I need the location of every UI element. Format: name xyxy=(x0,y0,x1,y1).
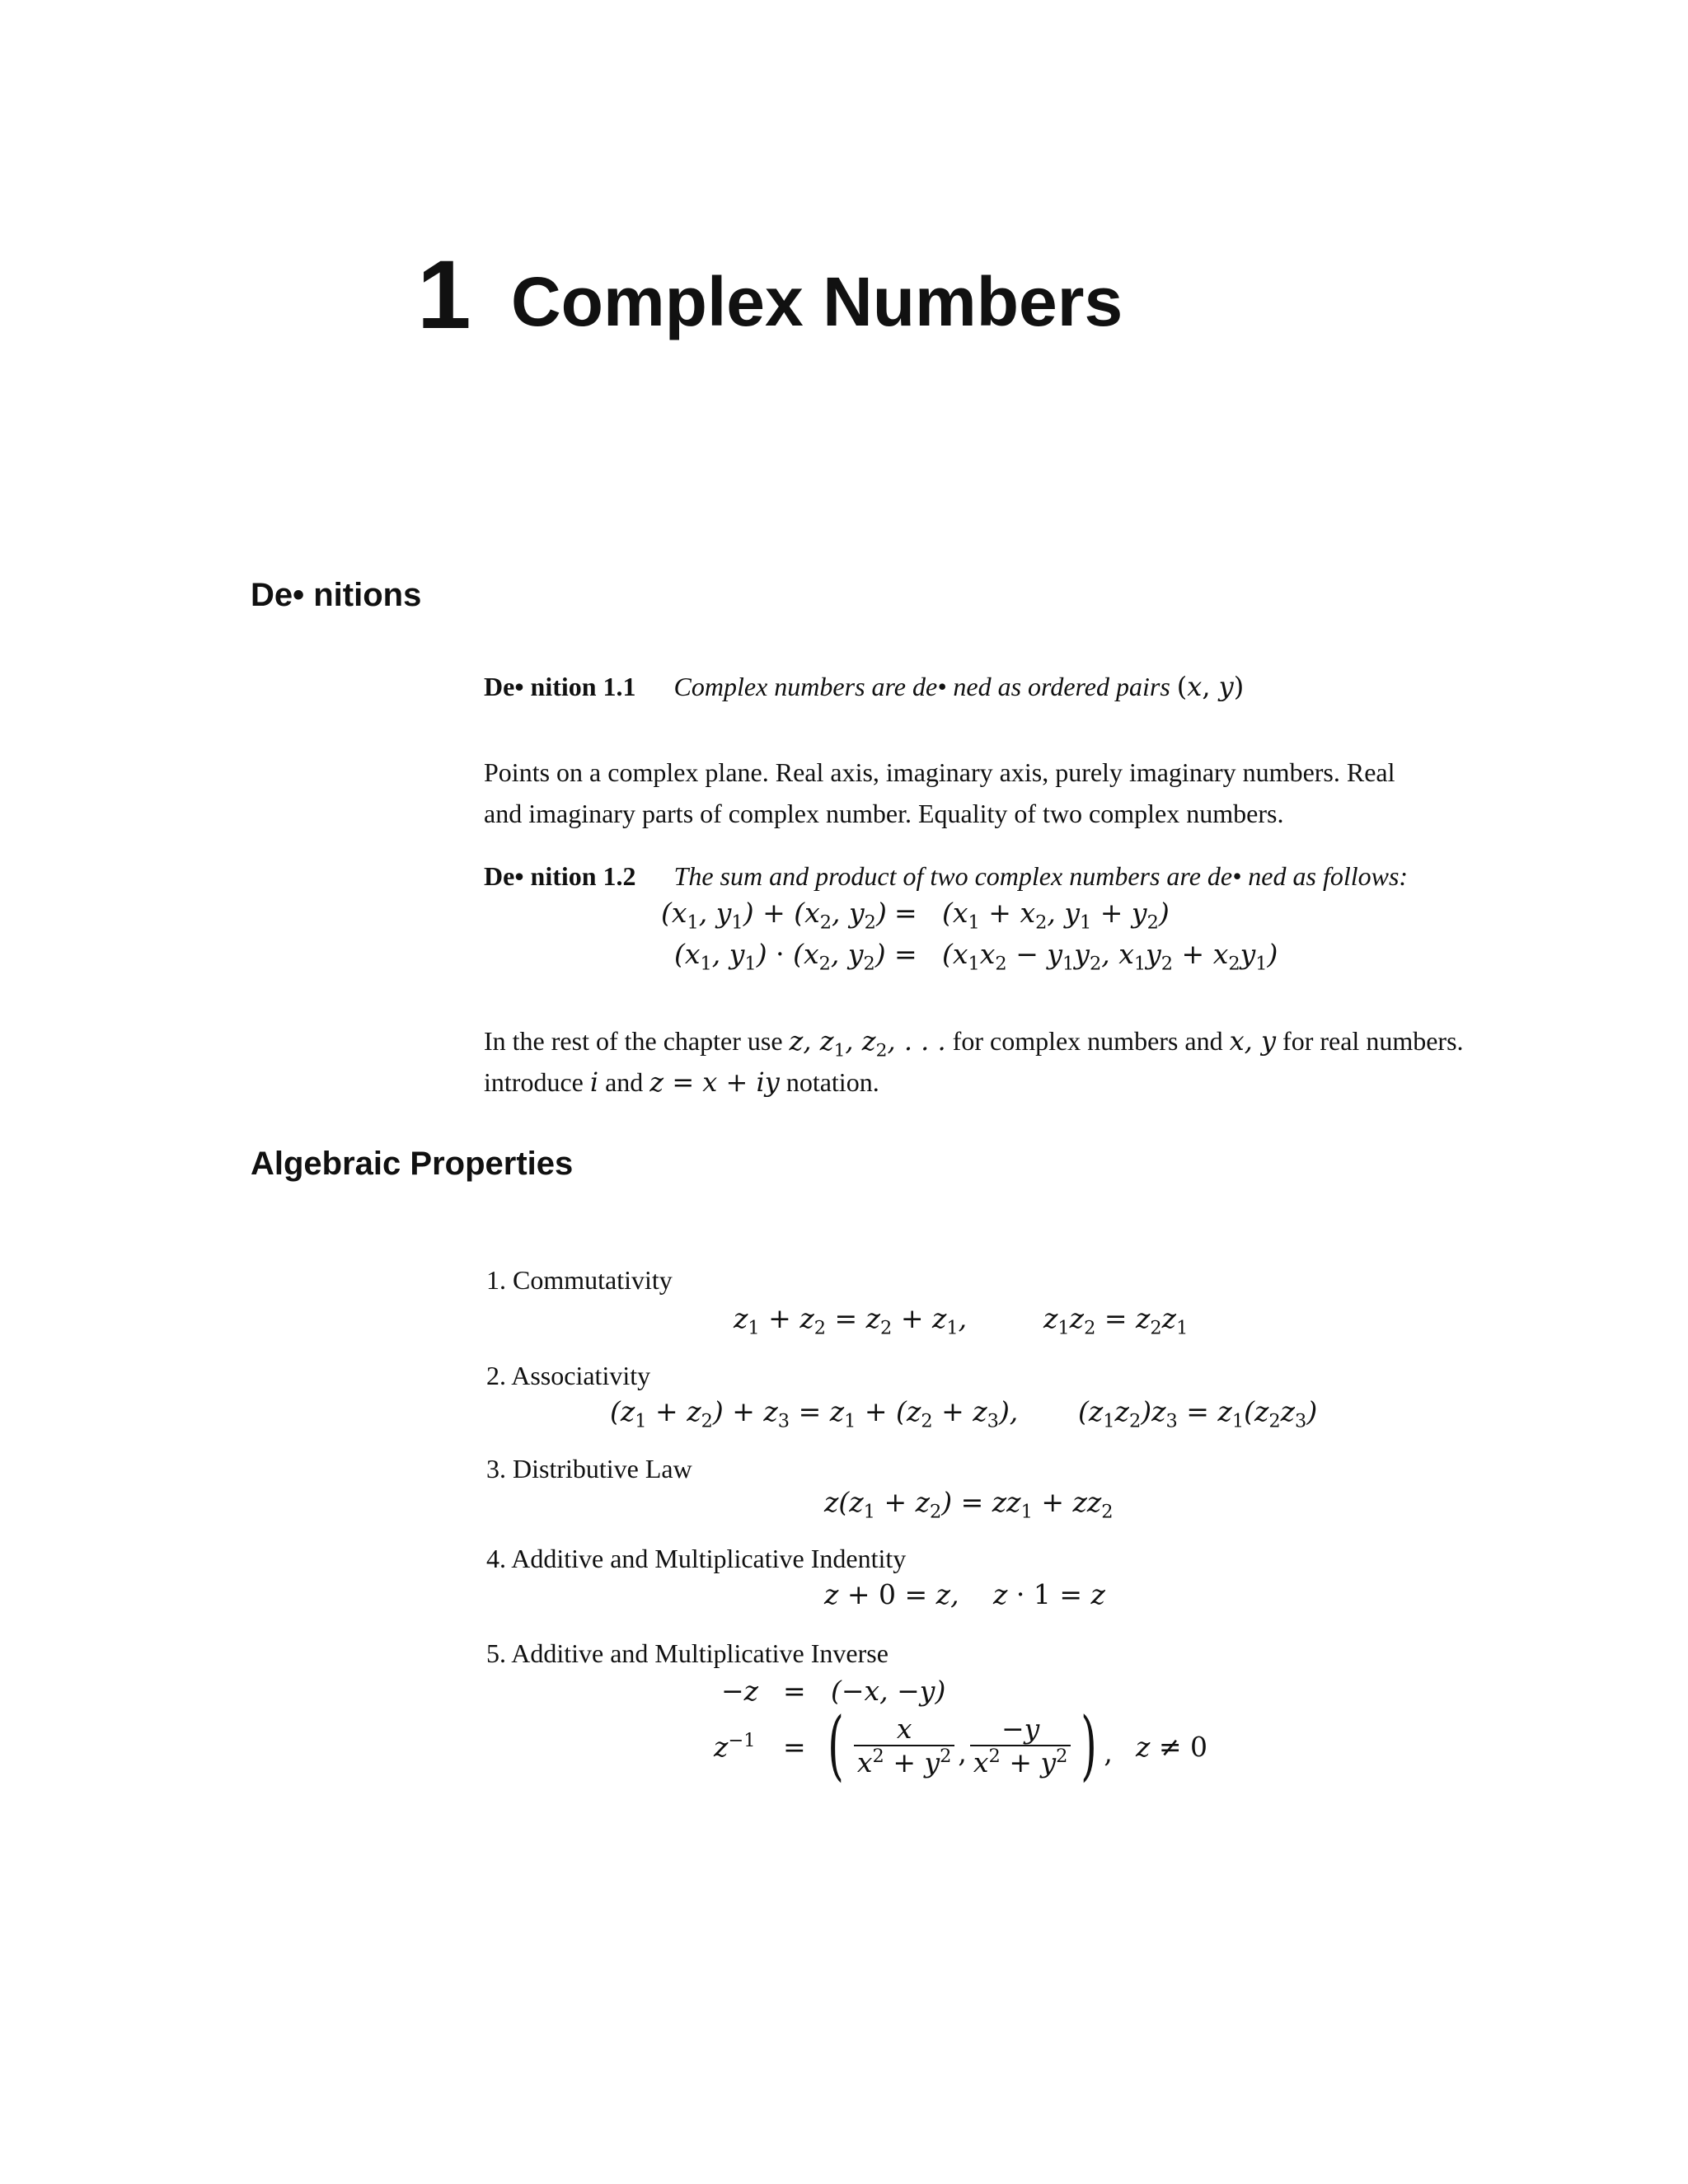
list-item xyxy=(486,1448,692,1489)
paren-right: ) xyxy=(1081,1701,1098,1789)
equals-sign: = xyxy=(894,897,917,929)
definition-text: Complex numbers are de• ned as ordered pairs xyxy=(673,672,1170,701)
equation-inverse-lhs: $z^{-1}$ xyxy=(714,1730,756,1763)
list-number: 2. xyxy=(486,1361,506,1390)
list-number: 4. xyxy=(486,1544,506,1573)
text-run: and xyxy=(605,1067,644,1097)
equation-negation-rhs: (−x, −y) xyxy=(831,1675,946,1707)
notation-line-2 xyxy=(484,1062,879,1103)
equation-associative-sum: $(z_1 + z_2) + z_3 = z_1 + (z_2 + z_3)$, xyxy=(610,1395,1019,1432)
paren-left: ( xyxy=(828,1701,844,1789)
chapter-title: Complex Numbers xyxy=(511,263,1123,340)
list-number: 1. xyxy=(486,1265,506,1295)
inline-math: i xyxy=(589,1066,599,1098)
text-run: for complex numbers and xyxy=(952,1026,1223,1056)
equation-associative-product: $(z_1z_2)z_3 = z_1(z_2z_3)$ xyxy=(1078,1395,1318,1432)
section-heading-definitions: De• nitions xyxy=(251,577,422,613)
equation-distributive: $z(z_1 + z_2) = zz_1 + zz_2$ xyxy=(824,1486,1114,1523)
list-label: Associativity xyxy=(511,1361,651,1390)
list-item xyxy=(486,1355,650,1396)
equation-sum-lhs: ($x_1$, $y_1) + (x_2$, $y_2$) xyxy=(661,897,887,934)
section-heading-algebraic-properties: Algebraic Properties xyxy=(251,1146,574,1182)
definition-label: De• nition 1.2 xyxy=(484,861,636,891)
equation-product-lhs: ($x_1$, $y_1) \cdot (x_2$, $y_2$) xyxy=(674,938,886,975)
text-run: In the rest of the chapter use xyxy=(484,1026,783,1056)
inline-math: z, $z_1$, $z_2$, . . . xyxy=(789,1025,946,1062)
equation-sum-rhs: ($x_1 + x_2$, $y_1 + y_2$) xyxy=(942,897,1170,934)
list-item xyxy=(486,1259,673,1301)
list-item xyxy=(486,1633,889,1674)
definition-1-2 xyxy=(484,855,1408,897)
definition-1-1 xyxy=(484,666,1244,707)
equation-additive-identity: z + 0 = z, xyxy=(824,1578,959,1610)
list-number: 5. xyxy=(486,1638,506,1668)
definition-label: De• nition 1.1 xyxy=(484,672,636,701)
list-number: 3. xyxy=(486,1454,506,1483)
text-run: notation. xyxy=(785,1067,879,1097)
equals-sign: = xyxy=(783,1731,806,1763)
fraction: $\frac{x}{x^2 + y^2}$ xyxy=(854,1713,955,1779)
list-label: Distributive Law xyxy=(513,1454,692,1483)
chapter-number: 1 xyxy=(417,241,471,349)
paragraph-line: and imaginary parts of complex number. Equality of two complex numbers. xyxy=(484,799,1284,828)
equation-negation-lhs: −z xyxy=(721,1675,759,1707)
equation-product-rhs: ($x_1x_2 - y_1y_2$, $x_1y_2 + x_2y_1$) xyxy=(942,938,1278,975)
inline-math: z = x + iy xyxy=(649,1066,780,1098)
equals-sign: = xyxy=(783,1675,806,1707)
equals-sign: = xyxy=(894,938,917,970)
equation-commutative-product: $z_1z_2 = z_2z_1$ xyxy=(1043,1302,1189,1339)
list-item xyxy=(486,1538,906,1579)
list-label: Additive and Multiplicative Inverse xyxy=(511,1638,889,1668)
equation-condition: z ≠ 0 xyxy=(1136,1731,1208,1763)
equation-multiplicative-identity: z · 1 = z xyxy=(993,1578,1105,1610)
inline-math: x, y xyxy=(1229,1025,1277,1057)
list-label: Additive and Multiplicative Indentity xyxy=(511,1544,907,1573)
text-run: for real numbers. xyxy=(1282,1026,1464,1056)
list-label: Commutativity xyxy=(513,1265,673,1295)
equation-commutative-sum: $z_1 + z_2 = z_2 + z_1$, xyxy=(734,1302,968,1339)
paragraph-line: Points on a complex plane. Real axis, imaginary axis, purely imaginary numbers. Real xyxy=(484,757,1395,787)
notation-line-1 xyxy=(484,1020,1464,1062)
definition-text: The sum and product of two complex numbers are de• ned as follows: xyxy=(673,861,1409,891)
text-run: introduce xyxy=(484,1067,584,1097)
equation-inverse-rhs: ( $\frac{x}{x^2 + y^2}$ , $\frac{-y}{x^2 + y^2}$ ) , xyxy=(828,1701,1113,1789)
definition-math: (x, y) xyxy=(1176,671,1245,702)
fraction: $\frac{-y}{x^2 + y^2}$ xyxy=(970,1713,1071,1779)
